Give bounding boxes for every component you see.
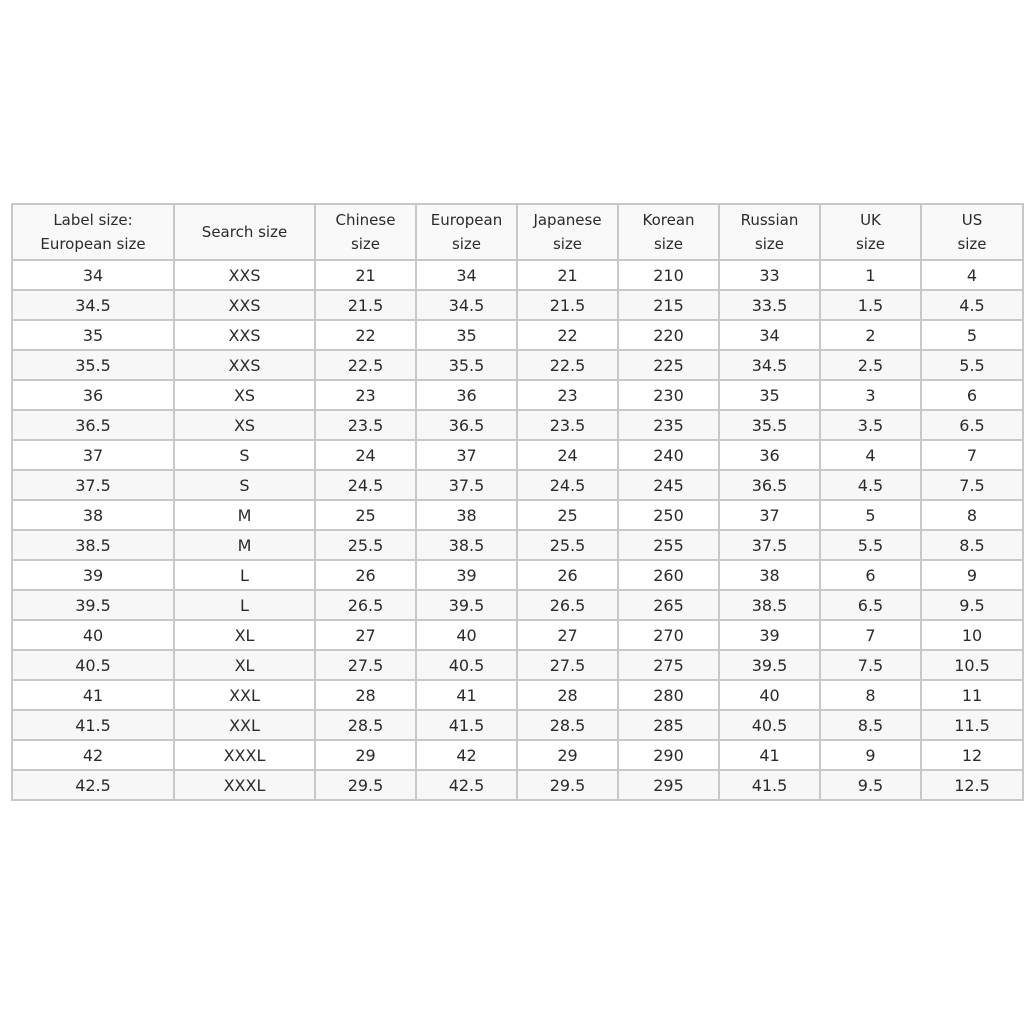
cell-uk-size: 6.5	[820, 590, 921, 620]
cell-japanese-size: 22	[517, 320, 618, 350]
table-row	[12, 470, 1023, 500]
cell-chinese-size: 26	[315, 560, 416, 590]
column-header-label-size-european	[12, 204, 174, 260]
cell-us-size: 4.5	[921, 290, 1023, 320]
cell-korean-size: 215	[618, 290, 719, 320]
cell-search-size: XXXL	[174, 770, 315, 800]
cell-japanese-size: 26	[517, 560, 618, 590]
cell-uk-size: 8	[820, 680, 921, 710]
cell-european-size: 41.5	[416, 710, 517, 740]
cell-european-size: 37.5	[416, 470, 517, 500]
cell-us-size: 7.5	[921, 470, 1023, 500]
table-row	[12, 410, 1023, 440]
cell-uk-size: 1	[820, 260, 921, 290]
column-header-line: UK	[860, 211, 881, 229]
table-row	[12, 620, 1023, 650]
column-header-line: Korean	[642, 211, 695, 229]
column-header-search-size	[174, 204, 315, 260]
cell-us-size: 6	[921, 380, 1023, 410]
cell-korean-size: 240	[618, 440, 719, 470]
column-header-line: size	[754, 235, 785, 253]
column-header-russian-size	[719, 204, 820, 260]
cell-chinese-size: 29	[315, 740, 416, 770]
cell-korean-size: 250	[618, 500, 719, 530]
cell-european-size: 36	[416, 380, 517, 410]
cell-search-size: L	[174, 590, 315, 620]
cell-japanese-size: 25	[517, 500, 618, 530]
cell-uk-size: 5.5	[820, 530, 921, 560]
cell-chinese-size: 28.5	[315, 710, 416, 740]
column-header-uk-size	[820, 204, 921, 260]
column-header-japanese-size	[517, 204, 618, 260]
cell-search-size: XXS	[174, 260, 315, 290]
cell-label-size-european: 40	[12, 620, 174, 650]
column-header-european-size	[416, 204, 517, 260]
column-header-line: size	[957, 235, 987, 253]
cell-russian-size: 35	[719, 380, 820, 410]
table-row	[12, 680, 1023, 710]
cell-korean-size: 245	[618, 470, 719, 500]
column-header-chinese-size	[315, 204, 416, 260]
cell-russian-size: 35.5	[719, 410, 820, 440]
column-header-line: European	[430, 211, 503, 229]
cell-search-size: XS	[174, 410, 315, 440]
cell-japanese-size: 29.5	[517, 770, 618, 800]
cell-uk-size: 9	[820, 740, 921, 770]
cell-japanese-size: 23.5	[517, 410, 618, 440]
column-header-line: Russian	[740, 211, 799, 229]
cell-search-size: XL	[174, 650, 315, 680]
cell-us-size: 11	[921, 680, 1023, 710]
cell-japanese-size: 24.5	[517, 470, 618, 500]
cell-chinese-size: 24.5	[315, 470, 416, 500]
cell-chinese-size: 26.5	[315, 590, 416, 620]
cell-european-size: 34	[416, 260, 517, 290]
column-header-line: size	[552, 235, 583, 253]
cell-european-size: 34.5	[416, 290, 517, 320]
cell-uk-size: 4	[820, 440, 921, 470]
cell-korean-size: 290	[618, 740, 719, 770]
cell-russian-size: 39.5	[719, 650, 820, 680]
cell-search-size: M	[174, 530, 315, 560]
cell-us-size: 9	[921, 560, 1023, 590]
cell-chinese-size: 24	[315, 440, 416, 470]
cell-russian-size: 41	[719, 740, 820, 770]
cell-chinese-size: 29.5	[315, 770, 416, 800]
cell-label-size-european: 35.5	[12, 350, 174, 380]
cell-uk-size: 3.5	[820, 410, 921, 440]
cell-label-size-european: 42.5	[12, 770, 174, 800]
cell-label-size-european: 38.5	[12, 530, 174, 560]
cell-russian-size: 36.5	[719, 470, 820, 500]
cell-uk-size: 4.5	[820, 470, 921, 500]
cell-european-size: 39.5	[416, 590, 517, 620]
cell-european-size: 37	[416, 440, 517, 470]
cell-uk-size: 9.5	[820, 770, 921, 800]
cell-european-size: 40.5	[416, 650, 517, 680]
cell-korean-size: 280	[618, 680, 719, 710]
cell-japanese-size: 29	[517, 740, 618, 770]
cell-us-size: 5	[921, 320, 1023, 350]
cell-us-size: 8.5	[921, 530, 1023, 560]
cell-russian-size: 34.5	[719, 350, 820, 380]
column-header-line: size	[350, 235, 381, 253]
cell-search-size: M	[174, 500, 315, 530]
cell-russian-size: 41.5	[719, 770, 820, 800]
cell-us-size: 5.5	[921, 350, 1023, 380]
cell-label-size-european: 37.5	[12, 470, 174, 500]
cell-european-size: 35	[416, 320, 517, 350]
cell-russian-size: 40.5	[719, 710, 820, 740]
cell-korean-size: 265	[618, 590, 719, 620]
cell-japanese-size: 26.5	[517, 590, 618, 620]
cell-uk-size: 3	[820, 380, 921, 410]
cell-japanese-size: 28	[517, 680, 618, 710]
cell-us-size: 11.5	[921, 710, 1023, 740]
column-header-line: US	[961, 211, 983, 229]
cell-label-size-european: 37	[12, 440, 174, 470]
table-row	[12, 380, 1023, 410]
table-row	[12, 560, 1023, 590]
cell-search-size: XXL	[174, 680, 315, 710]
cell-korean-size: 270	[618, 620, 719, 650]
column-header-line: Japanese	[533, 211, 602, 229]
cell-korean-size: 295	[618, 770, 719, 800]
table-row	[12, 500, 1023, 530]
cell-chinese-size: 27.5	[315, 650, 416, 680]
cell-korean-size: 285	[618, 710, 719, 740]
cell-european-size: 39	[416, 560, 517, 590]
cell-japanese-size: 22.5	[517, 350, 618, 380]
table-header	[12, 204, 1023, 260]
column-header-korean-size	[618, 204, 719, 260]
cell-chinese-size: 21.5	[315, 290, 416, 320]
cell-russian-size: 33	[719, 260, 820, 290]
cell-uk-size: 2	[820, 320, 921, 350]
cell-korean-size: 260	[618, 560, 719, 590]
table-row	[12, 710, 1023, 740]
table-row	[12, 440, 1023, 470]
cell-chinese-size: 23	[315, 380, 416, 410]
table-row	[12, 770, 1023, 800]
cell-search-size: XXS	[174, 290, 315, 320]
cell-korean-size: 230	[618, 380, 719, 410]
column-header-line: size	[653, 235, 684, 253]
cell-label-size-european: 38	[12, 500, 174, 530]
table-row	[12, 530, 1023, 560]
cell-us-size: 9.5	[921, 590, 1023, 620]
cell-uk-size: 7.5	[820, 650, 921, 680]
cell-search-size: XXS	[174, 350, 315, 380]
cell-russian-size: 38.5	[719, 590, 820, 620]
cell-european-size: 42	[416, 740, 517, 770]
cell-uk-size: 6	[820, 560, 921, 590]
cell-korean-size: 235	[618, 410, 719, 440]
cell-russian-size: 34	[719, 320, 820, 350]
table-row	[12, 320, 1023, 350]
cell-uk-size: 1.5	[820, 290, 921, 320]
cell-russian-size: 33.5	[719, 290, 820, 320]
header-row	[12, 204, 1023, 260]
cell-russian-size: 39	[719, 620, 820, 650]
cell-european-size: 40	[416, 620, 517, 650]
column-header-line: Label size:	[53, 211, 133, 229]
column-header-line: Search size	[201, 223, 288, 241]
cell-us-size: 6.5	[921, 410, 1023, 440]
column-header-line: Chinese	[335, 211, 396, 229]
cell-russian-size: 36	[719, 440, 820, 470]
cell-uk-size: 8.5	[820, 710, 921, 740]
cell-chinese-size: 22.5	[315, 350, 416, 380]
cell-label-size-european: 35	[12, 320, 174, 350]
cell-chinese-size: 27	[315, 620, 416, 650]
cell-us-size: 12.5	[921, 770, 1023, 800]
cell-japanese-size: 27	[517, 620, 618, 650]
cell-japanese-size: 23	[517, 380, 618, 410]
table-row	[12, 650, 1023, 680]
cell-search-size: XS	[174, 380, 315, 410]
cell-japanese-size: 21	[517, 260, 618, 290]
cell-label-size-european: 39.5	[12, 590, 174, 620]
table-row	[12, 290, 1023, 320]
cell-label-size-european: 40.5	[12, 650, 174, 680]
cell-european-size: 36.5	[416, 410, 517, 440]
cell-european-size: 41	[416, 680, 517, 710]
cell-us-size: 4	[921, 260, 1023, 290]
cell-european-size: 35.5	[416, 350, 517, 380]
column-header-line: size	[451, 235, 482, 253]
cell-japanese-size: 28.5	[517, 710, 618, 740]
cell-label-size-european: 41	[12, 680, 174, 710]
size-conversion-table	[11, 203, 1024, 801]
cell-chinese-size: 23.5	[315, 410, 416, 440]
cell-korean-size: 225	[618, 350, 719, 380]
cell-european-size: 38	[416, 500, 517, 530]
cell-search-size: XXL	[174, 710, 315, 740]
table-row	[12, 590, 1023, 620]
cell-us-size: 12	[921, 740, 1023, 770]
cell-uk-size: 2.5	[820, 350, 921, 380]
cell-uk-size: 5	[820, 500, 921, 530]
cell-russian-size: 40	[719, 680, 820, 710]
cell-chinese-size: 25.5	[315, 530, 416, 560]
cell-us-size: 10.5	[921, 650, 1023, 680]
cell-korean-size: 210	[618, 260, 719, 290]
cell-korean-size: 255	[618, 530, 719, 560]
cell-european-size: 38.5	[416, 530, 517, 560]
cell-label-size-european: 42	[12, 740, 174, 770]
cell-search-size: S	[174, 440, 315, 470]
table-body	[12, 260, 1023, 800]
cell-label-size-european: 41.5	[12, 710, 174, 740]
cell-russian-size: 38	[719, 560, 820, 590]
cell-chinese-size: 25	[315, 500, 416, 530]
cell-russian-size: 37	[719, 500, 820, 530]
cell-search-size: XL	[174, 620, 315, 650]
cell-us-size: 7	[921, 440, 1023, 470]
cell-japanese-size: 21.5	[517, 290, 618, 320]
cell-chinese-size: 22	[315, 320, 416, 350]
cell-us-size: 8	[921, 500, 1023, 530]
cell-search-size: S	[174, 470, 315, 500]
cell-russian-size: 37.5	[719, 530, 820, 560]
column-header-line: size	[855, 235, 886, 253]
table-row	[12, 260, 1023, 290]
column-header-us-size	[921, 204, 1023, 260]
cell-uk-size: 7	[820, 620, 921, 650]
cell-korean-size: 220	[618, 320, 719, 350]
cell-chinese-size: 21	[315, 260, 416, 290]
cell-japanese-size: 27.5	[517, 650, 618, 680]
cell-japanese-size: 25.5	[517, 530, 618, 560]
cell-korean-size: 275	[618, 650, 719, 680]
cell-european-size: 42.5	[416, 770, 517, 800]
cell-label-size-european: 39	[12, 560, 174, 590]
cell-label-size-european: 36	[12, 380, 174, 410]
cell-chinese-size: 28	[315, 680, 416, 710]
cell-search-size: L	[174, 560, 315, 590]
cell-japanese-size: 24	[517, 440, 618, 470]
table-row	[12, 740, 1023, 770]
cell-label-size-european: 34	[12, 260, 174, 290]
column-header-line: European size	[40, 235, 146, 253]
cell-search-size: XXS	[174, 320, 315, 350]
cell-label-size-european: 34.5	[12, 290, 174, 320]
cell-search-size: XXXL	[174, 740, 315, 770]
cell-us-size: 10	[921, 620, 1023, 650]
table-row	[12, 350, 1023, 380]
cell-label-size-european: 36.5	[12, 410, 174, 440]
